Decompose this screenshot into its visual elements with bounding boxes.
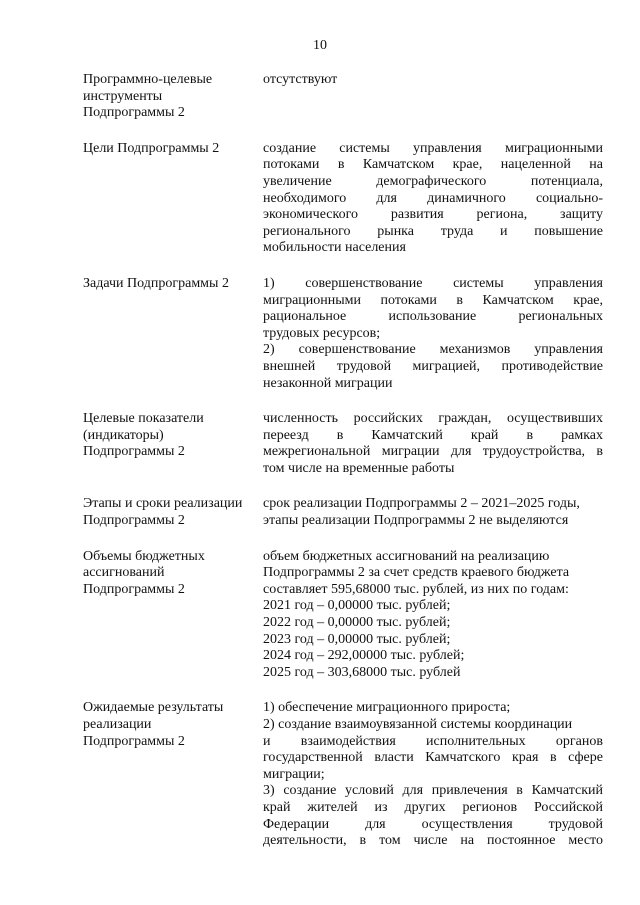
value-line: межрегиональной миграции для трудоустройства, в (263, 444, 603, 460)
row-value (263, 411, 603, 477)
row-label (83, 141, 261, 257)
value-line: срок реализации Подпрограммы 2 – 2021–2025 годы, (263, 496, 580, 512)
value-line: 1) совершенствование системы управления (263, 275, 603, 291)
value-line: создание системы управления миграционными (263, 140, 603, 156)
value-line: миграции; (263, 766, 325, 782)
row-value (263, 549, 603, 682)
row-label (83, 276, 261, 392)
label-line: Программно-целевые (83, 72, 213, 87)
value-line: незаконной миграции (263, 375, 393, 391)
row-label (83, 72, 261, 122)
passport-row (83, 72, 603, 122)
value-line: составляет 595,68000 тыс. рублей, из них по годам: (263, 581, 569, 597)
label-line: Объемы бюджетных (83, 548, 205, 564)
value-line: этапы реализации Подпрограммы 2 не выделяются (263, 513, 569, 529)
value-line: необходимого для динамичного социально- (263, 190, 603, 206)
row-label (83, 700, 261, 849)
value-line: мобильности населения (263, 240, 406, 256)
label-line: ассигнований (83, 565, 165, 581)
value-line: государственной власти Камчатского края в сфере (263, 750, 603, 766)
value-line: Подпрограммы 2 за счет средств краевого бюджета (263, 565, 570, 581)
passport-row (83, 276, 603, 392)
row-label (83, 496, 261, 529)
value-line: миграционными потоками в Камчатском крае, (263, 292, 603, 308)
label-line: Ожидаемые результаты (83, 700, 224, 716)
passport-row (83, 700, 603, 849)
value-line: рациональное использование региональных (263, 309, 603, 325)
value-line: объем бюджетных ассигнований на реализацию (263, 548, 550, 564)
value-line: 2024 год – 292,00000 тыс. рублей; (263, 648, 465, 664)
value-line: 2) совершенствование механизмов управления (263, 342, 603, 358)
value-line: 2) создание взаимоувязанной системы координации (263, 717, 573, 732)
label-line: Целевые показатели (83, 411, 204, 427)
row-value (263, 72, 603, 122)
value-line: регионального рынка труда и повышение (263, 223, 603, 239)
value-line: 1) обеспечение миграционного прироста; (263, 700, 511, 716)
row-value (263, 700, 603, 849)
value-line: внешней трудовой миграцией, противодействие (263, 358, 603, 374)
row-value (263, 141, 603, 257)
value-line: отсутствуют (263, 72, 338, 87)
label-line: Подпрограммы 2 (83, 581, 185, 597)
row-value (263, 276, 603, 392)
label-line: инструменты (83, 88, 163, 104)
row-label (83, 411, 261, 477)
value-line: деятельности, в том числе на постоянное место (263, 833, 603, 849)
page-number: 10 (313, 38, 327, 53)
label-line: Цели Подпрограммы 2 (83, 140, 220, 156)
passport-row (83, 496, 603, 529)
label-line: Подпрограммы 2 (83, 444, 185, 460)
value-line: 2021 год – 0,00000 тыс. рублей; (263, 598, 451, 614)
value-line: трудовых ресурсов; (263, 325, 381, 341)
label-line: Подпрограммы 2 (83, 733, 185, 749)
label-line: (индикаторы) (83, 427, 164, 443)
value-line: переезд в Камчатский край в рамках (263, 427, 603, 443)
value-line: численность российских граждан, осуществивших (263, 411, 603, 427)
passport-row (83, 141, 603, 257)
label-line: Подпрограммы 2 (83, 513, 185, 529)
value-line: 2023 год – 0,00000 тыс. рублей; (263, 631, 451, 647)
label-line: Подпрограммы 2 (83, 105, 185, 121)
value-line: край жителей из других регионов Российской (263, 799, 603, 815)
passport-row (83, 549, 603, 682)
row-label (83, 549, 261, 682)
label-line: реализации (83, 717, 152, 732)
value-line: экономического развития региона, защиту (263, 207, 603, 223)
subprogram-passport-table (83, 72, 603, 869)
value-line: и взаимодействия исполнительных органов (263, 733, 603, 749)
passport-row (83, 411, 603, 477)
value-line: 2022 год – 0,00000 тыс. рублей; (263, 615, 451, 631)
label-line: Этапы и сроки реализации (83, 496, 243, 512)
value-line: 3) создание условий для привлечения в Камчатский (263, 783, 603, 799)
value-line: увеличение демографического потенциала, (263, 173, 603, 189)
value-line: потоками в Камчатском крае, нацеленной на (263, 157, 603, 173)
value-line: 2025 год – 303,68000 тыс. рублей (263, 664, 461, 680)
label-line: Задачи Подпрограммы 2 (83, 275, 229, 291)
row-value (263, 496, 603, 529)
value-line: Федерации для осуществления трудовой (263, 816, 603, 832)
value-line: том числе на временные работы (263, 460, 455, 476)
